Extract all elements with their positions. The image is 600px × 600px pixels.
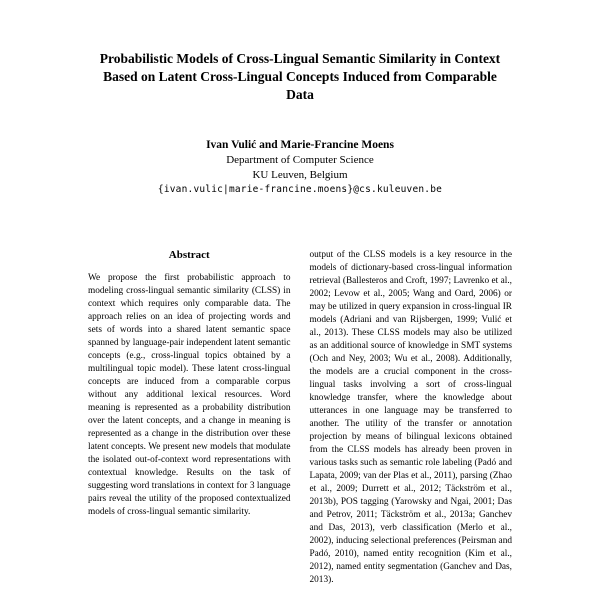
right-column-text: output of the CLSS models is a key resource in the models of dictionary-based cross-lingual information retrieval (Ballesteros and Croft, 1997; Lavrenko et al., 2002; Levow et al., 2005; Wang and Oard, 2006) or may be utilized in query expansion in cross-lingual IR models (Adriani and van Rijsbergen, 1999; Vulić et al., 2013). These CLSS models may also be utilized as an additional source of knowledge in SMT systems (Och and Ney, 2003; Wu et al., 2008). Additionally, the models are a crucial component in the cross-lingual tasks involving a sort of cross-lingual knowledge transfer, where the knowledge about utterances in one language may be transferred to another. The utility of the transfer or annotation projection by means of bilingual lexicons obtained from the CLSS models has already been proven in various tasks such as semantic role labeling (Padó and Lapata, 2009; van der Plas et al., 2011), parsing (Zhao et al., 2009; Durrett et al., 2012; Täckström et al., 2013b), POS tagging (Yarowsky and Ngai, 2001; Das and Petrov, 2011; Täckström et al., 2013a; Ganchev and Das, 2013), verb classification (Merlo et al., 2002), inducing selectional preferences (Peirsman and Padó, 2010), named entity recognition (Kim et al., 2012), named entity segmentation (Ganchev and Das, 2013). [309, 250, 512, 585]
paper-title [88, 50, 512, 104]
authors-line: Ivan Vulić and Marie-Francine Moens [206, 139, 394, 151]
two-column-body [88, 249, 512, 587]
affiliation-line1: Department of Computer Science [226, 154, 374, 166]
paper-title-line1: Probabilistic Models of Cross-Lingual Semantic Similarity in Context [99, 51, 501, 66]
paper-title-line2: Based on Latent Cross-Lingual Concepts Induced from Comparable Data [103, 69, 497, 102]
right-column [310, 249, 513, 587]
abstract-heading: Abstract [168, 249, 210, 261]
email-line: {ivan.vulic|marie-francine.moens}@cs.kuleuven.be [157, 184, 443, 195]
abstract-text: We propose the first probabilistic approach to modeling cross-lingual semantic similarity (CLSS) in context which requires only comparable data. The approach relies on an idea of projecting words and sets of words into a shared latent semantic space spanned by language-pair independent latent semantic concepts (e.g., cross-lingual topics obtained by a multilingual topic model). These latent cross-lingual concepts are induced from a comparable corpus without any additional lexical resources. Word meaning is represented as a probability distribution over the latent concepts, and a change in meaning is represented as a change in the distribution over these latent concepts. We present new models that modulate the isolated out-of-context word representations with contextual knowledge. Results on the task of suggesting word translations in context for 3 language pairs reveal the utility of the proposed contextualized models of cross-lingual semantic similarity. [88, 273, 291, 517]
left-column [88, 249, 291, 587]
affiliation-line2: KU Leuven, Belgium [252, 169, 348, 181]
author-block [88, 138, 512, 197]
